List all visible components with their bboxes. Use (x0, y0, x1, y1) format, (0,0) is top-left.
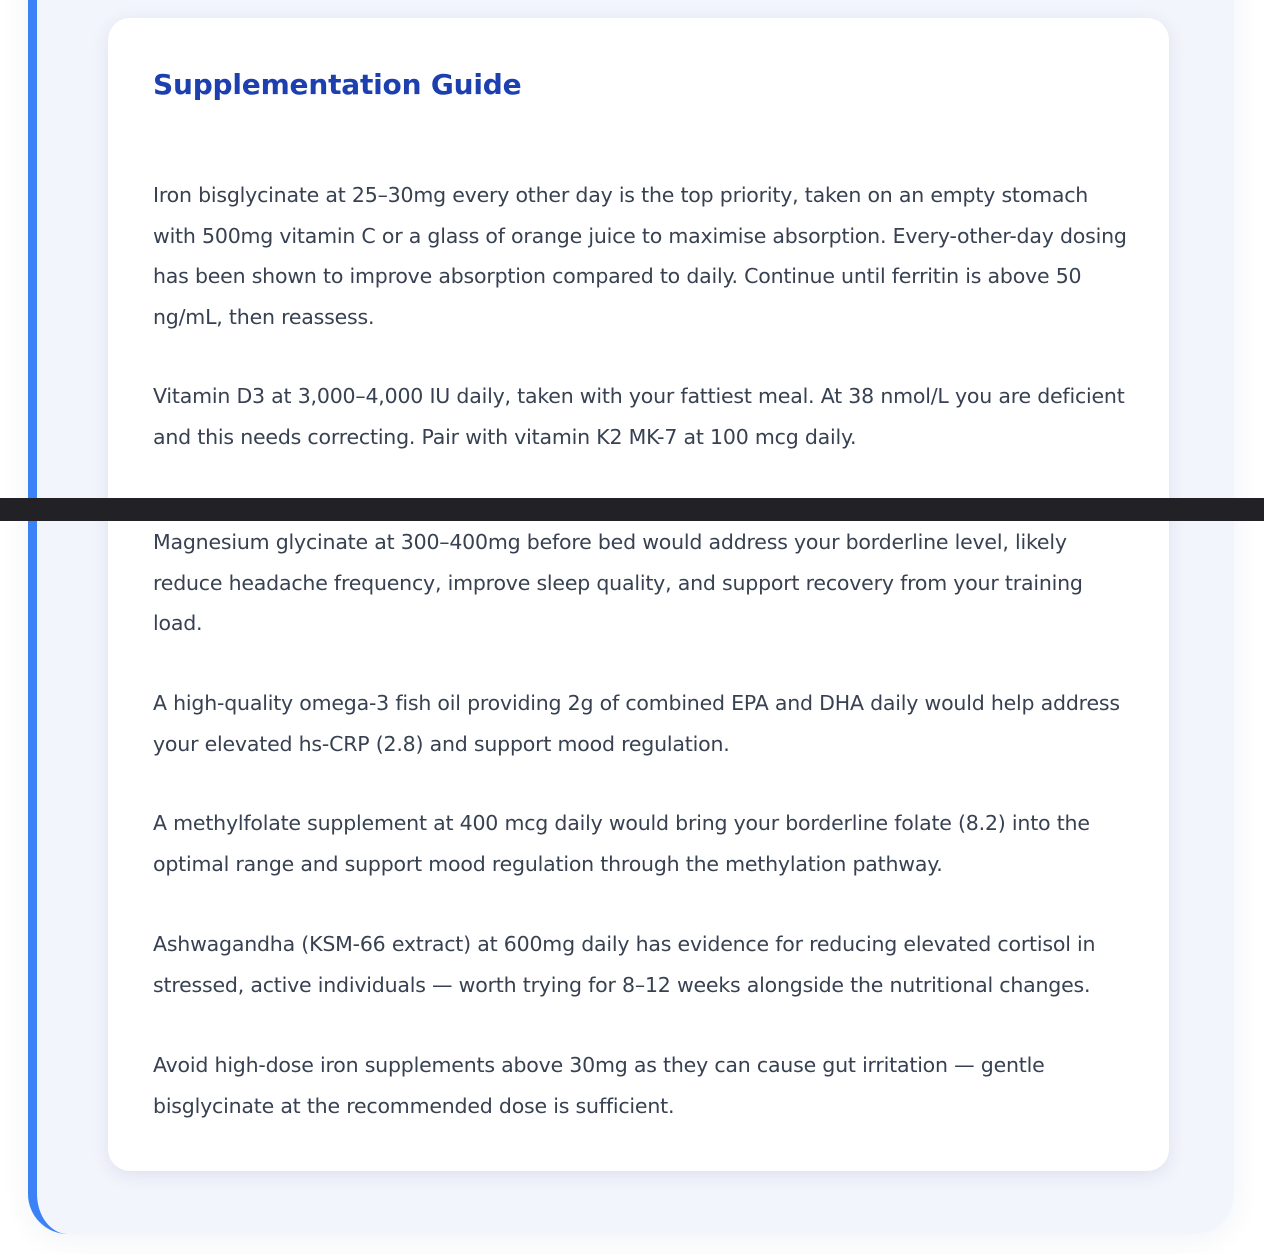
paragraph-vitamin-d3: Vitamin D3 at 3,000–4,000 IU daily, taken with your fattiest meal. At 38 nmol/L you are deficient and this needs correcting. Pair with vitamin K2 MK-7 at 100 mcg daily. (153, 384, 1125, 449)
paragraph-methylfolate: A methylfolate supplement at 400 mcg daily would bring your borderline folate (8.2) into the optimal range and support mood regulation through the methylation pathway. (153, 811, 1090, 876)
card-title: Supplementation Guide (153, 68, 522, 101)
paragraph-iron-warning: Avoid high-dose iron supplements above 30mg as they can cause gut irritation — gentle bisglycinate at the recommended dose is sufficient. (153, 1053, 1045, 1118)
paragraph-omega-3: A high-quality omega-3 fish oil providing 2g of combined EPA and DHA daily would help address your elevated hs-CRP (2.8) and support mood regulation. (153, 691, 1120, 756)
paragraph-ashwagandha: Ashwagandha (KSM-66 extract) at 600mg daily has evidence for reducing elevated cortisol in stressed, active individuals — worth trying for 8–12 weeks alongside the nutritional changes. (153, 932, 1096, 997)
paragraph-magnesium: Magnesium glycinate at 300–400mg before bed would address your borderline level, likely reduce headache frequency, improve sleep quality, and support recovery from your training load. (153, 530, 1083, 635)
supplementation-guide-card (108, 18, 1169, 1171)
paragraph-iron: Iron bisglycinate at 25–30mg every other day is the top priority, taken on an empty stomach with 500mg vitamin C or a glass of orange juice to maximise absorption. Every-other-day dosing has been shown to improve absorption compared to daily. Continue until ferritin is above 50 ng/mL, then reassess. (153, 183, 1127, 329)
divider-bar (0, 498, 1264, 521)
